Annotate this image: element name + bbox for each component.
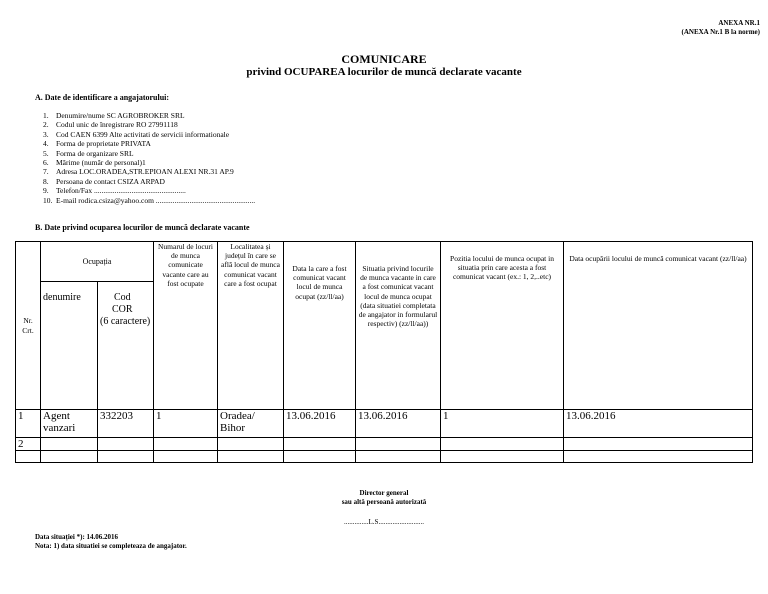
cell-denumire [41, 451, 98, 463]
cell-nr [16, 451, 41, 463]
header-ocupatia: Ocupația [41, 242, 154, 282]
signature-block [0, 489, 768, 527]
cell-situatia [356, 451, 441, 463]
cell-pozitia: 1 [441, 410, 564, 438]
header-data-comunicare: Data la care a fost comunicat vacant locul de munca ocupat (zz/ll/aa) [284, 242, 356, 410]
signature-subtitle: sau altă persoană autorizată [341, 498, 427, 506]
cell-cod [98, 438, 154, 451]
occupation-table [15, 241, 753, 463]
cell-localitate: Oradea/ Bihor [218, 410, 284, 438]
footer-notes [35, 533, 187, 550]
cell-data-comunicare: 13.06.2016 [284, 410, 356, 438]
situation-date: Data situației *): 14.06.2016 [35, 533, 119, 541]
header-numar-locuri: Numarul de locuri de munca comunicate vacante care au fost ocupate [154, 242, 218, 410]
cell-numar: 1 [154, 410, 218, 438]
list-item: 9. Telefon/Fax ................................................. [43, 186, 186, 196]
list-item: 10. E-mail rodica.csiza@yahoo.com ..................................................... [43, 195, 256, 205]
cell-localitate [218, 451, 284, 463]
list-item: 8. Persoana de contact CSIZA ARPAD [43, 176, 165, 186]
table-row [16, 410, 753, 438]
section-a-heading: A. Date de identificare a angajatorului: [35, 93, 170, 102]
employer-details-list [43, 111, 255, 205]
header-pozitia: Pozitia locului de munca ocupat in situatia prin care acesta a fost comunicat vacant (ex.: 1, 2,..etc) [441, 242, 564, 410]
cell-pozitia [441, 451, 564, 463]
header-cod-cor: Cod COR (6 caractere) [98, 282, 154, 410]
header-situatia: Situatia privind locurile de munca vacante in care a fost comunicat vacant locul de munca ocupat (data situatiei completata de angajator in formularul respectiv) (zz/ll/aa)) [356, 242, 441, 410]
cell-cod: 332203 [98, 410, 154, 438]
cell-pozitia [441, 438, 564, 451]
cell-data-comunicare [284, 451, 356, 463]
cell-numar [154, 451, 218, 463]
document-title [0, 52, 768, 79]
cell-nr: 1 [16, 410, 41, 438]
list-item: 6. Mărime (număr de personal)1 [43, 158, 146, 168]
section-b-heading: B. Date privind ocuparea locurilor de muncă declarate vacante [35, 223, 250, 232]
cell-data-comunicare [284, 438, 356, 451]
table-row [16, 438, 753, 451]
cell-situatia: 13.06.2016 [356, 410, 441, 438]
cell-data-ocuparii [564, 451, 753, 463]
header-data-ocuparii: Data ocupării locului de muncă comunicat vacant (zz/ll/aa) [564, 242, 753, 410]
annex-reference: (ANEXA Nr.1 B la norme) [681, 28, 760, 36]
cell-situatia [356, 438, 441, 451]
cell-nr: 2 [16, 438, 41, 451]
list-item: 1. Denumire/nume SC AGROBROKER SRL [43, 111, 185, 120]
list-item: 7. Adresa LOC.ORADEA,STR.EPIOAN ALEXI NR.31 AP.9 [43, 167, 234, 177]
list-item: 4. Forma de proprietate PRIVATA [43, 139, 151, 149]
cell-data-ocuparii [564, 438, 753, 451]
header-nr-crt: Nr. Crt. [16, 242, 41, 410]
title-main: COMUNICARE [341, 52, 427, 66]
annex-label [682, 19, 761, 37]
annex-number: ANEXA NR.1 [718, 19, 760, 27]
list-item: 3. Cod CAEN 6399 Alte activitati de servicii informationale [43, 129, 230, 139]
cell-data-ocuparii: 13.06.2016 [564, 410, 753, 438]
cell-localitate [218, 438, 284, 451]
signature-title: Director general [359, 489, 409, 497]
cell-denumire: Agent vanzari [41, 410, 98, 438]
list-item: 2. Codul unic de înregistrare RO 27991118 [43, 120, 178, 130]
header-denumire: denumire [41, 282, 98, 410]
table-row [16, 451, 753, 463]
header-localitatea: Localitatea și județul în care se află locul de munca comunicat vacant care a fost ocupat [218, 242, 284, 410]
list-item: 5. Forma de organizare SRL [43, 148, 134, 158]
cell-numar [154, 438, 218, 451]
footnote: Nota: 1) data situatiei se completeaza de angajator. [35, 541, 187, 550]
title-subtitle: privind OCUPAREA locurilor de muncă declarate vacante [246, 66, 522, 78]
signature-seal-line: ..............L.S.......................... [344, 518, 424, 526]
cell-cod [98, 451, 154, 463]
cell-denumire [41, 438, 98, 451]
